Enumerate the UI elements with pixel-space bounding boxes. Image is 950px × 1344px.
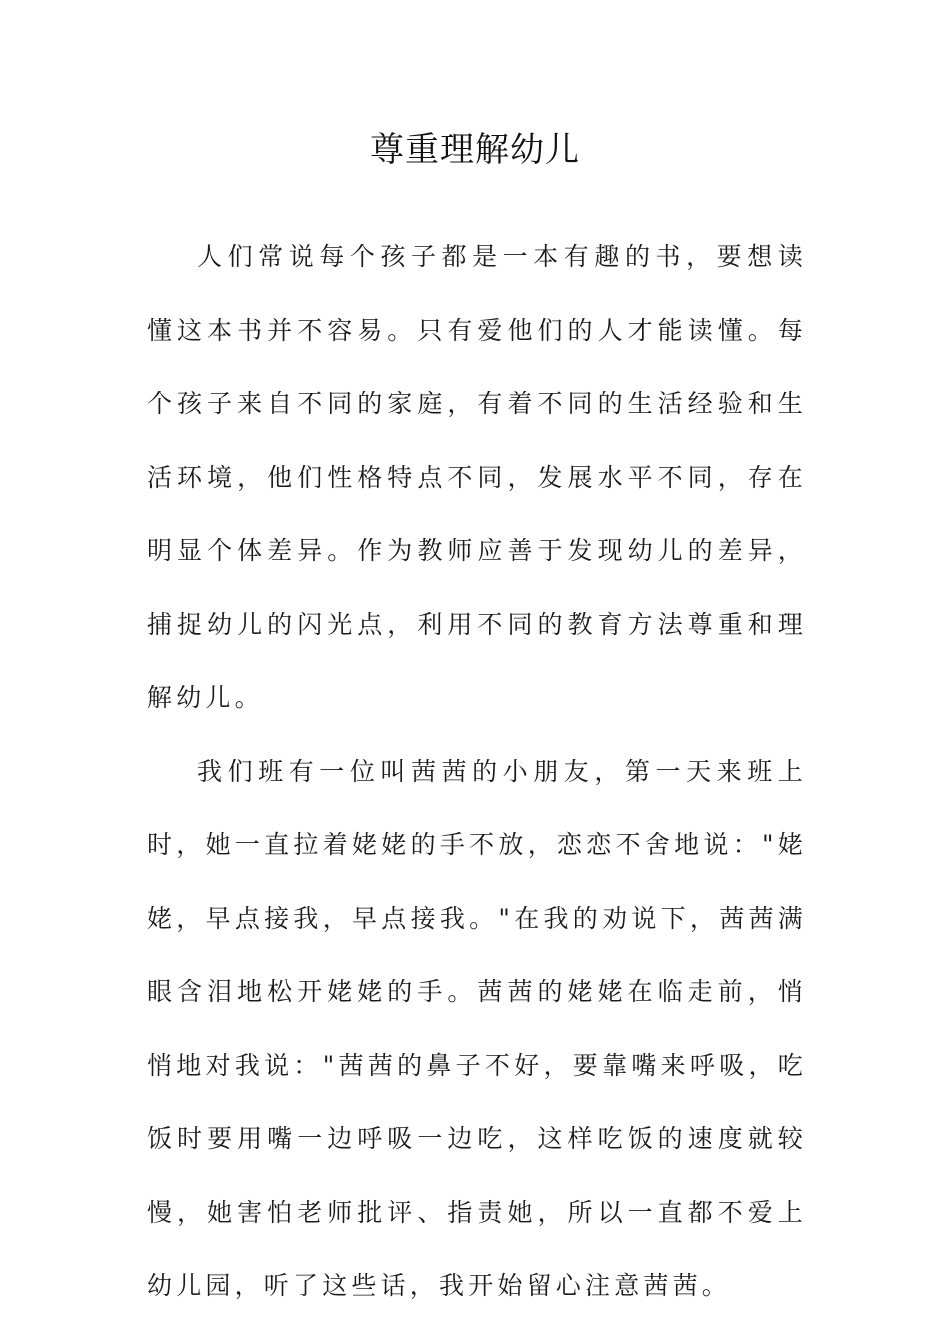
- paragraph-1: 人们常说每个孩子都是一本有趣的书，要想读懂这本书并不容易。只有爱他们的人才能读懂。每个孩子来自不同的家庭，有着不同的生活经验和生活环境，他们性格特点不同，发展水平不同，存在明显个体差异。作为教师应善于发现幼儿的差异，捕捉幼儿的闪光点，利用不同的教育方法尊重和理解幼儿。: [147, 242, 807, 712]
- document-body: [147, 220, 807, 1323]
- paragraph-2: 我们班有一位叫茜茜的小朋友，第一天来班上时，她一直拉着姥姥的手不放，恋恋不舍地说："姥姥，早点接我，早点接我。"在我的劝说下，茜茜满眼含泪地松开姥姥的手。茜茜的姥姥在临走前，悄悄地对我说："茜茜的鼻子不好，要靠嘴来呼吸，吃饭时要用嘴一边呼吸一边吃，这样吃饭的速度就较慢，她害怕老师批评、指责她，所以一直都不爱上幼儿园，听了这些话，我开始留心注意茜茜。: [147, 756, 807, 1300]
- document-title: 尊重理解幼儿: [370, 130, 580, 170]
